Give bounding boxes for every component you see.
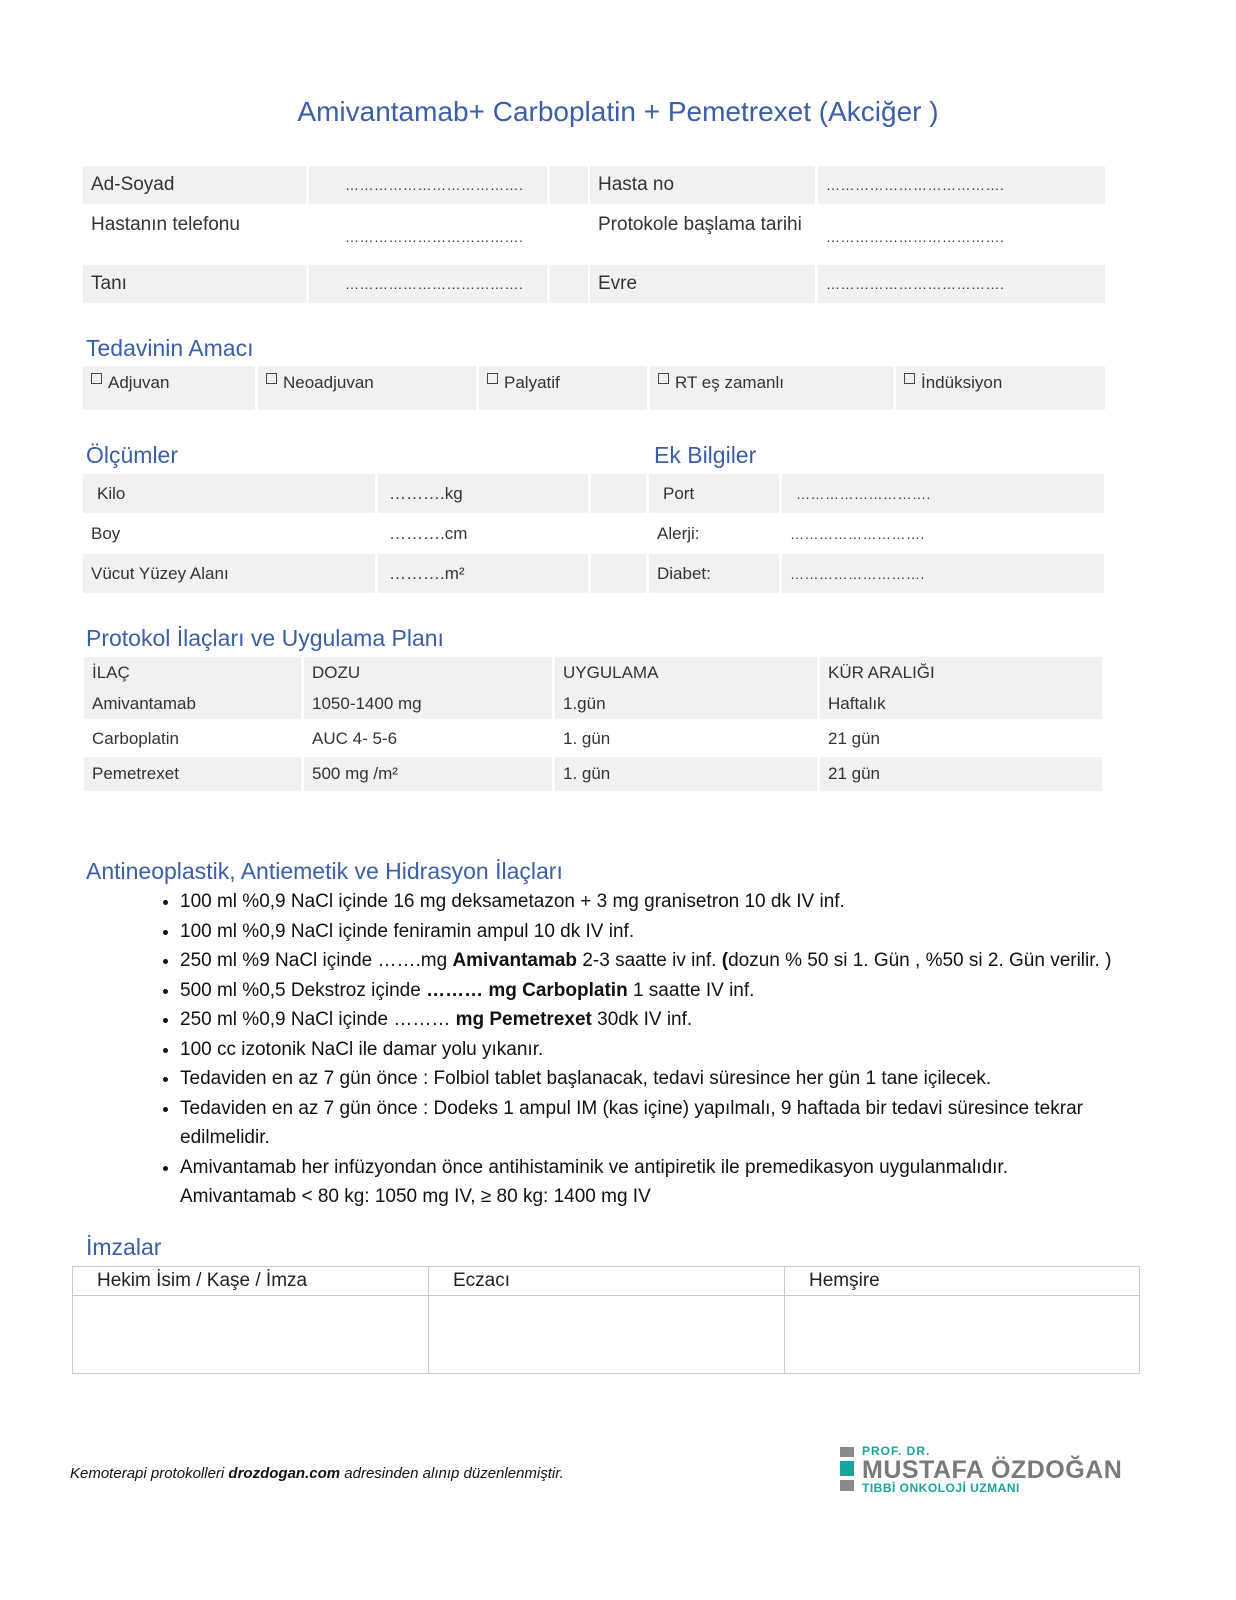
spacer-cell [591,474,646,513]
cell-dose-2: AUC 4- 5-6 [312,729,398,748]
port-field[interactable] [782,474,1104,513]
checkbox-icon[interactable] [91,373,102,384]
stage-field[interactable] [818,265,1105,303]
boy-field[interactable]: ……….cm [389,523,468,543]
alerji-field[interactable] [782,514,1104,553]
meds-heading: Antineoplastik, Antiemetik ve Hidrasyon İlaçları [86,858,563,884]
checkbox-icon[interactable] [487,373,498,384]
diabet-field[interactable] [782,554,1104,593]
signature-cell-hemsire[interactable] [785,1267,1139,1373]
list-item: • 500 ml %0,5 Dekstroz içinde ……… mg Carboplatin 1 saatte IV inf. [180,976,1160,1006]
name-dots: ………………………………. [345,177,524,193]
signature-cell-hekim[interactable] [73,1267,429,1373]
name-label: Ad-Soyad [83,166,306,204]
patient-no-dots: ………………………………. [826,177,1005,193]
checkbox-icon[interactable] [266,373,277,384]
cell-admin-1: 1.gün [563,693,606,713]
meds-list [148,887,1160,1212]
cell-dose-3: 500 mg /m² [304,757,552,791]
diabet-dots: ………………………. [790,565,925,582]
diabet-label: Diabet: [649,554,779,593]
start-date-field[interactable] [818,222,1105,252]
list-item: • 250 ml %0,9 NaCl içinde ……… mg Pemetrexet 30dk IV inf. [180,1005,1160,1035]
table-col-drug [84,657,301,719]
kilo-label: Kilo [83,474,375,513]
table-col-dose [304,657,552,719]
signature-header-hekim: Hekim İsim / Kaşe / İmza [73,1267,428,1296]
kilo-field[interactable]: ……….kg [378,474,588,513]
signature-table [72,1266,1140,1374]
vya-field[interactable]: ……….m² [378,554,588,593]
logo [840,1444,1140,1496]
spacer-cell [550,166,588,204]
port-dots: ………………………. [796,485,931,502]
stage-dots: ………………………………. [826,276,1005,292]
list-item: • Tedaviden en az 7 gün önce : Folbiol tablet başlanacak, tedavi süresince her gün 1 tane içilecek. [180,1064,1160,1094]
signature-header-hemsire: Hemşire [785,1267,1139,1296]
logo-line3: TIBBİ ONKOLOJİ UZMANI [862,1481,1020,1495]
footer-note: Kemoterapi protokolleri drozdogan.com adresinden alınıp düzenlenmiştir. [70,1465,564,1482]
start-date-label: Protokole başlama tarihi [598,214,802,235]
checkbox-icon[interactable] [658,373,669,384]
phone-label: Hastanın telefonu [91,214,240,235]
phone-field[interactable] [309,222,547,252]
signatures-heading: İmzalar [86,1234,162,1260]
goal-option-induksiyon[interactable]: İndüksiyon [896,366,1105,410]
table-col-interval [820,657,1102,719]
logo-bar-icon [840,1480,854,1491]
measurements-heading: Ölçümler [86,442,179,468]
cell-interval-3: 21 gün [820,757,1102,791]
goal-option-palyatif[interactable]: Palyatif [479,366,647,410]
list-item: • 100 cc izotonik NaCl ile damar yolu yıkanır. [180,1035,1160,1065]
table-col-admin [555,657,817,719]
checkbox-icon[interactable] [904,373,915,384]
patient-no-field[interactable] [818,166,1105,204]
logo-line2: MUSTAFA ÖZDOĞAN [862,1456,1123,1484]
alerji-dots: ………………………. [790,525,925,542]
vya-label: Vücut Yüzey Alanı [83,554,375,593]
cell-drug-1: Amivantamab [92,693,196,713]
list-item: • 250 ml %9 NaCl içinde …….mg Amivantamab 2-3 saatte iv inf. (dozun % 50 si 1. Gün , %50 si 2. Gün verilir. ) [180,946,1160,976]
spacer-cell [550,265,588,303]
patient-no-label: Hasta no [590,166,815,204]
phone-dots: ………………………………. [345,229,524,245]
alerji-label: Alerji: [657,523,700,543]
cell-drug-3: Pemetrexet [84,757,301,791]
name-field[interactable] [309,166,547,204]
start-date-dots: ………………………………. [826,229,1005,245]
header-kur-araligi: KÜR ARALIĞI [828,662,935,682]
spacer-cell [591,554,646,593]
logo-line1: PROF. DR. [862,1444,931,1458]
extra-heading: Ek Bilgiler [654,442,757,468]
list-item: • Tedaviden en az 7 gün önce : Dodeks 1 ampul IM (kas içine) yapılmalı, 9 haftada bir tedavi süresince tekrar edilmelidir. [180,1094,1160,1153]
logo-bar-icon [840,1447,854,1457]
logo-bar-icon [840,1461,854,1476]
header-dozu: DOZU [312,662,361,682]
footer-site-link[interactable]: drozdogan.com [228,1465,341,1482]
list-item: • 100 ml %0,9 NaCl içinde 16 mg deksametazon + 3 mg granisetron 10 dk IV inf. [180,887,1160,917]
boy-label: Boy [91,523,121,543]
goal-option-neoadjuvan[interactable]: Neoadjuvan [258,366,476,410]
stage-label: Evre [590,265,815,303]
diagnosis-label: Tanı [83,265,306,303]
signature-cell-eczaci[interactable] [429,1267,785,1373]
goal-option-adjuvan[interactable]: Adjuvan [83,366,255,410]
port-label: Port [649,474,779,513]
diagnosis-dots: ………………………………. [345,276,524,292]
header-ilac: İLAÇ [92,662,130,682]
header-uygulama: UYGULAMA [563,662,659,682]
goal-option-rt[interactable]: RT eş zamanlı [650,366,893,410]
goal-heading: Tedavinin Amacı [86,335,254,361]
diagnosis-field[interactable] [309,265,547,303]
list-item: • Amivantamab her infüzyondan önce antihistaminik ve antipiretik ile premedikasyon uygulanmalıdır. Amivantamab < 80 kg: 1050 mg IV, ≥ 80 kg: 1400 mg IV [180,1153,1160,1212]
cell-admin-3: 1. gün [555,757,817,791]
cell-drug-2: Carboplatin [92,729,179,748]
signature-header-eczaci: Eczacı [429,1267,784,1296]
cell-interval-2: 21 gün [828,729,880,748]
cell-interval-1: Haftalık [828,693,886,713]
cell-dose-1: 1050-1400 mg [312,693,422,713]
cell-admin-2: 1. gün [563,729,611,748]
list-item: • 100 ml %0,9 NaCl içinde feniramin ampul 10 dk IV inf. [180,917,1160,947]
protocol-heading: Protokol İlaçları ve Uygulama Planı [86,625,444,651]
page-title: Amivantamab+ Carboplatin + Pemetrexet (Akciğer ) [297,96,939,127]
